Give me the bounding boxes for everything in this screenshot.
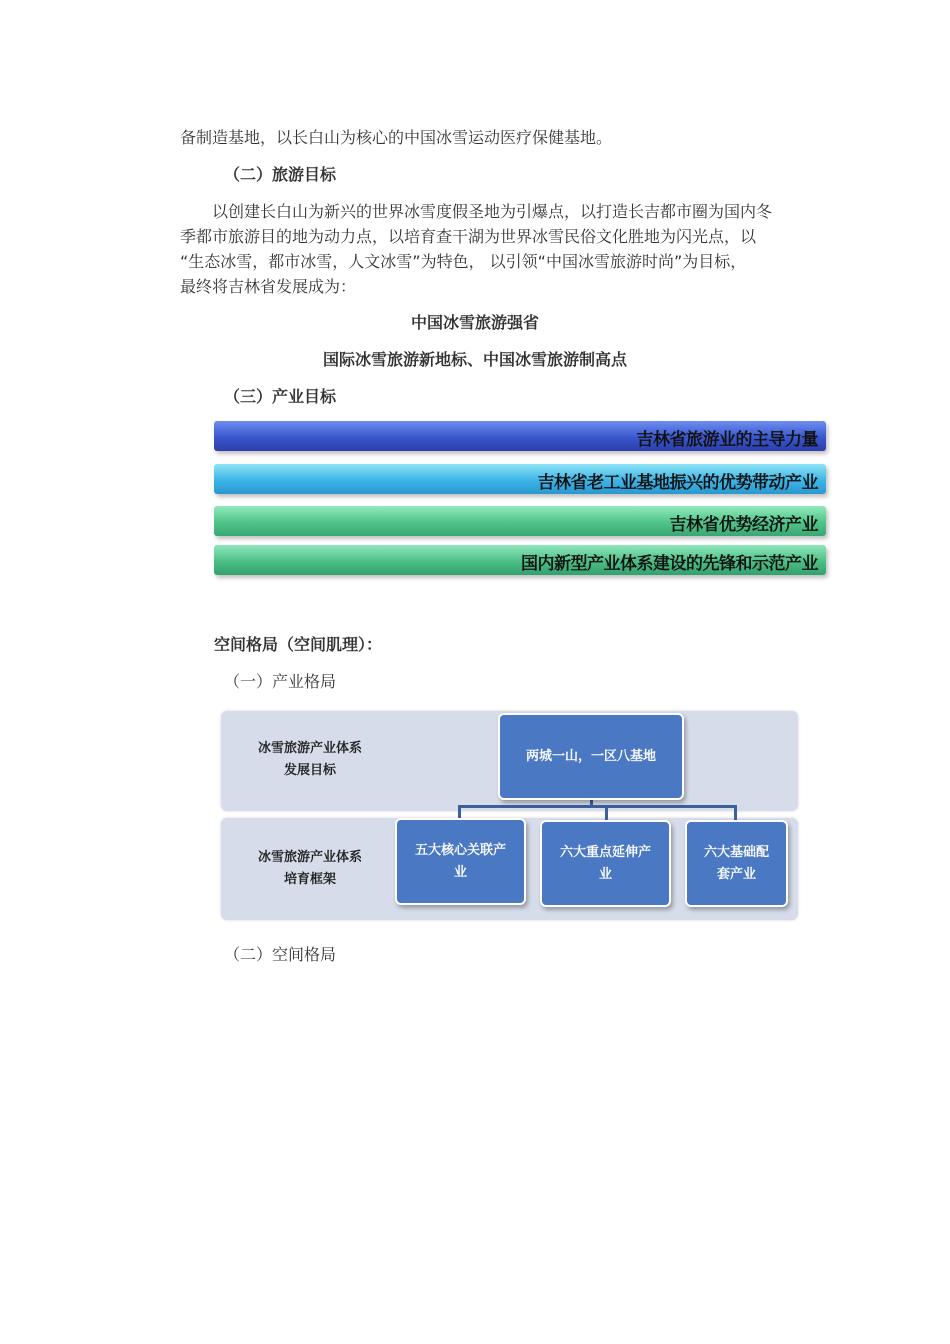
row-label-line: 培育框架 — [283, 872, 336, 887]
row-label-line: 冰雪旅游产业体系 — [257, 850, 362, 865]
connector-line — [458, 805, 737, 808]
node-label: 六大重点延伸产 — [559, 844, 651, 860]
paragraph-line: “生态冰雪，都市冰雪，人文冰雪”为特色， 以引领“中国冰雪旅游时尚”为目标， — [180, 252, 747, 271]
connector-line — [734, 805, 737, 820]
heading-industry-goal: （三）产业目标 — [224, 387, 337, 406]
node-label: 业 — [453, 864, 467, 880]
paragraph-line: 备制造基地，以长白山为核心的中国冰雪运动医疗保健基地。 — [180, 128, 613, 147]
goal-bar-4 — [214, 545, 826, 575]
node-label: 六大基础配 — [703, 844, 769, 860]
heading-tourism-goal: （二）旅游目标 — [224, 165, 337, 184]
goal-bar-label: 国内新型产业体系建设的先锋和示范产业 — [521, 554, 818, 574]
subheading-industry-pattern: （一）产业格局 — [224, 672, 337, 691]
row-label-framework — [240, 847, 380, 891]
connector-line — [605, 805, 608, 820]
node-core-industry — [395, 818, 526, 905]
paragraph-line: 季都市旅游目的地为动力点，以培育查干湖为世界冰雪民俗文化胜地为闪光点，以 — [180, 227, 757, 246]
row-label-line: 发展目标 — [283, 763, 336, 778]
goal-bar-label: 吉林省旅游业的主导力量 — [636, 430, 818, 450]
goal-bar-1 — [214, 421, 826, 451]
node-label: 两城一山，一区八基地 — [525, 748, 656, 764]
goal-bar-label: 吉林省优势经济产业 — [669, 515, 818, 535]
row-label-line: 冰雪旅游产业体系 — [257, 741, 362, 756]
node-label: 业 — [598, 866, 612, 882]
goal-bar-2 — [214, 464, 826, 494]
goal-line-2: 国际冰雪旅游新地标、中国冰雪旅游制高点 — [322, 350, 627, 369]
goal-line-1: 中国冰雪旅游强省 — [410, 313, 539, 332]
node-supporting-industry — [685, 820, 788, 907]
node-development-goal — [498, 713, 684, 800]
node-label: 五大核心关联产 — [414, 842, 506, 858]
row-label-goal — [240, 738, 380, 782]
node-extension-industry — [540, 820, 671, 907]
heading-spatial-pattern: 空间格局（空间肌理）： — [214, 635, 383, 654]
goal-bar-3 — [214, 506, 826, 536]
paragraph-line: 以创建长白山为新兴的世界冰雪度假圣地为引爆点，以打造长吉都市圈为国内冬 — [212, 202, 773, 221]
subheading-spatial-pattern: （二）空间格局 — [224, 945, 337, 964]
node-label: 套产业 — [716, 866, 756, 882]
paragraph-line: 最终将吉林省发展成为： — [180, 277, 357, 296]
goal-bar-label: 吉林省老工业基地振兴的优势带动产业 — [537, 473, 818, 493]
